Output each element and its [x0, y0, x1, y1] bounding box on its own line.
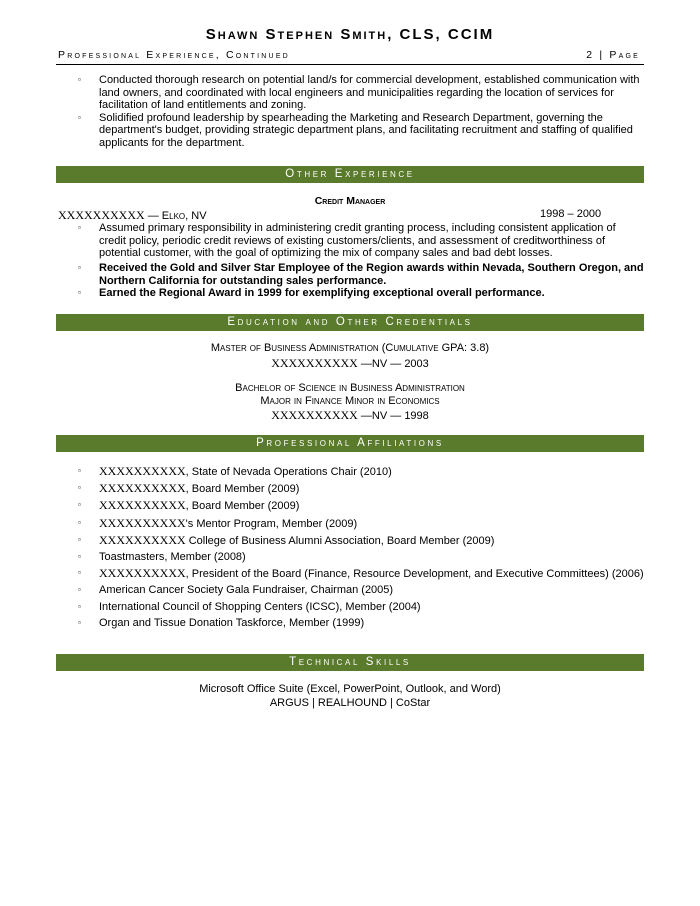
employer-name: XXXXXXXXXX [58, 208, 145, 222]
bullet-icon: ▫ [78, 534, 81, 544]
bullet-icon: ▫ [78, 263, 81, 272]
bullet-icon: ▫ [78, 585, 81, 595]
technical-skills-line-1: Microsoft Office Suite (Excel, PowerPoint, Outlook, and Word) [199, 683, 501, 695]
list-item: ▫ Conducted thorough research on potential land/s for commercial development, established communication with land owners, and coordinated with local engineers and municipalities regarding the location of services for facilitation of land entitlements and zoning. [78, 74, 640, 111]
candidate-name: Shawn Stephen Smith, CLS, CCIM [205, 26, 495, 43]
bullet-icon: ▫ [78, 617, 81, 627]
bullet-icon: ▫ [78, 288, 81, 297]
header-divider [56, 64, 644, 65]
list-item: ▫ Organ and Tissue Donation Taskforce, Member (1999) [58, 615, 644, 631]
list-item: ▫ American Cancer Society Gala Fundraiser, Chairman (2005) [58, 582, 644, 598]
employer-line [58, 208, 640, 223]
section-heading-other-experience: Other Experience [56, 166, 644, 183]
school-line-1: XXXXXXXXXX —NV — 2003 [271, 356, 429, 370]
achievements-list [58, 262, 644, 300]
list-item: ▫ Solidified profound leadership by spearheading the Marketing and Research Department, governing the department's budget, providing strategic department plans, and facilitating recruitment and staffing of qualified applicants for the department. [78, 111, 633, 149]
other-experience-list [58, 222, 644, 260]
bullet-icon: ▫ [78, 223, 81, 232]
section-heading-education: Education and Other Credentials [56, 314, 644, 331]
section-heading-technical: Technical Skills [56, 654, 644, 671]
section-heading-affiliations: Professional Affiliations [56, 435, 644, 452]
technical-skills-line-2: ARGUS | REALHOUND | CoStar [269, 697, 431, 709]
bullet-icon: ▫ [78, 568, 81, 578]
job-title: Credit Manager [314, 195, 386, 207]
bullet-icon: ▫ [78, 75, 81, 84]
list-item: ▫ International Council of Shopping Centers (ICSC), Member (2004) [58, 599, 644, 615]
bullet-icon: ▫ [78, 601, 81, 611]
employer-location: — Elko, NV [147, 210, 207, 222]
list-item: ▫ XXXXXXXXXX, State of Nevada Operations Chair (2010) [78, 464, 392, 478]
page-number: 2 | Page [586, 49, 640, 61]
degree-major: Major in Finance Minor in Economics [260, 395, 440, 407]
list-item: ▫ XXXXXXXXXX, Board Member (2009) [78, 498, 300, 513]
list-item: ▫ Received the Gold and Silver Star Employee of the Region awards within Nevada, Southern Oregon, and Northern California for outstanding sales performance. [78, 262, 644, 287]
affiliations-list [58, 463, 644, 631]
section-continued-title: Professional Experience, Continued [58, 49, 290, 61]
employment-dates: 1998 – 2000 [540, 208, 602, 220]
degree-masters: Master of Business Administration (Cumulative GPA: 3.8) [210, 342, 490, 354]
bullet-icon: ▫ [78, 483, 81, 493]
list-item: ▫ Assumed primary responsibility in administering credit granting process, including consistent application of credit policy, periodic credit reviews of existing customers/clients, and assessment of creditworthiness of potential customer, with the goal of optimizing the mix of company sales and bad debt losses. [78, 222, 616, 259]
list-item: ▫ XXXXXXXXXX, President of the Board (Finance, Resource Development, and Executive Committees) (2006) [78, 566, 644, 581]
bullet-icon: ▫ [78, 517, 81, 527]
list-item: ▫ Earned the Regional Award in 1999 for exemplifying exceptional overall performance. [78, 287, 545, 299]
running-header [58, 49, 640, 61]
school-line-2: XXXXXXXXXX —NV — 1998 [271, 408, 429, 422]
bullet-icon: ▫ [78, 112, 81, 122]
list-item: ▫ XXXXXXXXXX, Board Member (2009) [78, 481, 300, 496]
bullet-icon: ▫ [78, 500, 81, 510]
continued-experience-list [58, 74, 644, 149]
bullet-icon: ▫ [78, 552, 81, 562]
list-item: ▫ XXXXXXXXXX College of Business Alumni Association, Board Member (2009) [78, 532, 495, 547]
bullet-icon: ▫ [78, 466, 81, 475]
list-item: ▫ Toastmasters, Member (2008) [58, 549, 644, 565]
list-item: ▫ XXXXXXXXXX's Mentor Program, Member (2009) [78, 515, 358, 530]
degree-bachelors: Bachelor of Science in Business Administration [235, 382, 465, 394]
